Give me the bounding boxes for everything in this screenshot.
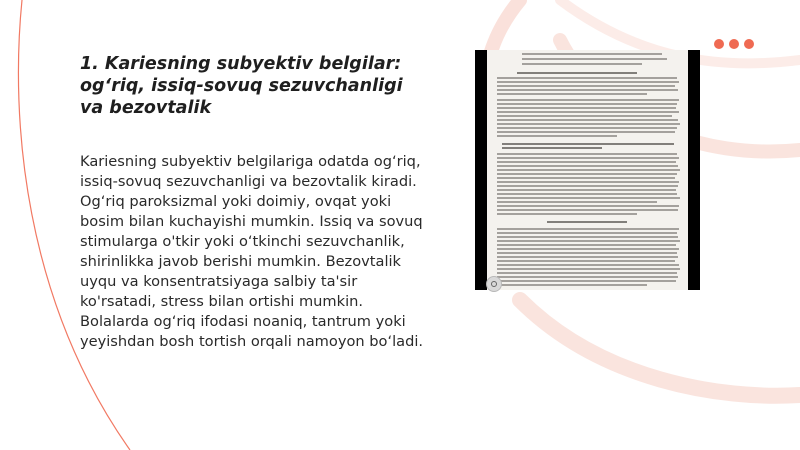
dot-icon xyxy=(744,39,754,49)
document-page xyxy=(487,50,688,290)
slide-body-text: Kariesning subyektiv belgilariga odatda og‘riq, issiq-sovuq sezuvchanligi va bezovtalik kiradi. Og‘riq paroksizmal yoki doimiy, ovqat yoki bosim bilan kuchayishi mumkin. Issiq va sovuq stimularga o'tkir yoki o‘tkinchi sezuvchanlik, shirinlikka javob berishi mumkin. Bezovtalik uyqu va konsentratsiyaga salbiy ta'sir ko'rsatadi, stress bilan ortishi mumkin. Bolalarda og‘riq ifodasi noaniq, tantrum yoki yeyishdan bosh tortish orqali namoyon bo‘ladi. xyxy=(80,153,424,350)
blurred-text-lines xyxy=(487,50,688,290)
scan-icon[interactable] xyxy=(486,276,502,292)
three-dots-icon xyxy=(714,39,754,49)
dot-icon xyxy=(729,39,739,49)
dot-icon xyxy=(714,39,724,49)
slide-title: 1. Kariesning subyektiv belgilar: og‘riq, issiq-sovuq sezuvchanligi va bezovtalik xyxy=(80,54,403,118)
document-image xyxy=(475,50,700,290)
